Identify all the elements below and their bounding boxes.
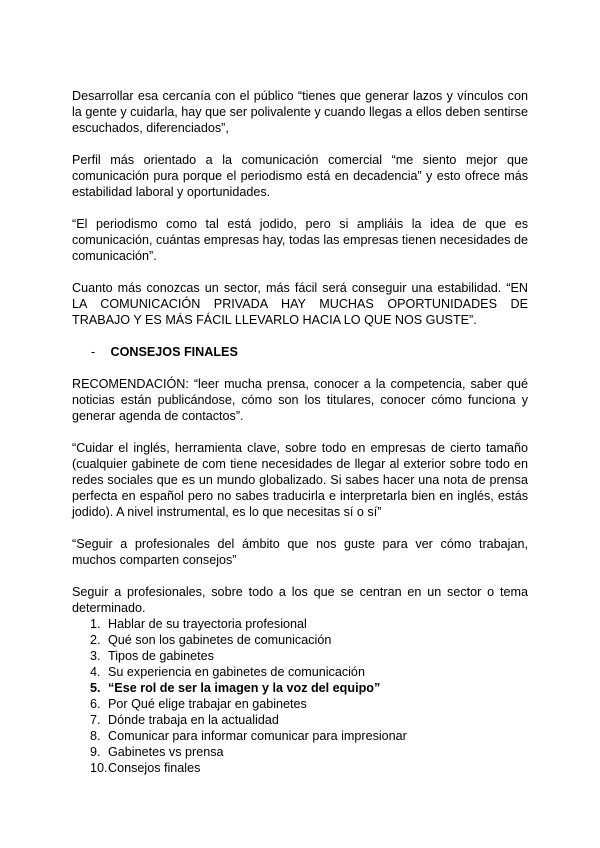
topics-list [72,616,528,776]
list-item: 7. Dónde trabaja en la actualidad [90,713,279,727]
paragraph-cercania: Desarrollar esa cercanía con el público “tienes que generar lazos y vínculos con la gente y cuidarla, hay que ser polivalente y cuando llegas a ellos deben sentirse escuchados, diferenciados”, [72,89,528,135]
paragraph-seguir: Seguir a profesionales, sobre todo a los que se centran en un sector o tema determinado. [72,585,528,615]
list-item: 8. Comunicar para informar comunicar para impresionar [90,729,407,743]
section-heading [91,344,238,360]
list-item: 4. Su experiencia en gabinetes de comunicación [90,665,365,679]
paragraph-seguir-quote: “Seguir a profesionales del ámbito que nos guste para ver cómo trabajan, muchos comparten consejos” [72,537,528,567]
heading-text: CONSEJOS FINALES [110,345,238,359]
paragraph-sector: Cuanto más conozcas un sector, más fácil será conseguir una estabilidad. “EN LA COMUNICACIÓN PRIVADA HAY MUCHAS OPORTUNIDADES DE TRABAJO Y ES MÁS FÁCIL LLEVARLO HACIA LO QUE NOS GUSTE”. [72,281,528,327]
paragraph-recomendacion: RECOMENDACIÓN: “leer mucha prensa, conocer a la competencia, saber qué noticias están publicándose, cómo son los titulares, conocer cómo funciona y generar agenda de contactos”. [72,377,528,423]
paragraph-perfil: Perfil más orientado a la comunicación comercial “me siento mejor que comunicación pura porque el periodismo está en decadencia” y esto ofrece más estabilidad laboral y oportunidades. [72,153,528,199]
list-item: 3. Tipos de gabinetes [90,649,214,663]
list-item: 10.Consejos finales [90,761,201,775]
heading-bullet: - [91,345,96,359]
list-item-highlighted: 5. “Ese rol de ser la imagen y la voz del equipo” [90,681,381,695]
list-item: 2. Qué son los gabinetes de comunicación [90,633,332,647]
paragraph-ingles: “Cuidar el inglés, herramienta clave, sobre todo en empresas de cierto tamaño (cualquier gabinete de com tiene necesidades de llegar al exterior sobre todo en redes sociales que es un mundo globalizado. Si sabes hacer una nota de prensa perfecta en español pero no sabes traducirla e interpretarla bien en inglés, estás jodido). A nivel instrumental, es lo que necesitas sí o sí” [72,441,528,519]
list-item: 1. Hablar de su trayectoria profesional [90,617,307,631]
list-item: 6. Por Qué elige trabajar en gabinetes [90,697,307,711]
paragraph-periodismo-quote: “El periodismo como tal está jodido, pero si ampliáis la idea de que es comunicación, cuántas empresas hay, todas las empresas tienen necesidades de comunicación”. [72,217,528,263]
list-item: 9. Gabinetes vs prensa [90,745,224,759]
